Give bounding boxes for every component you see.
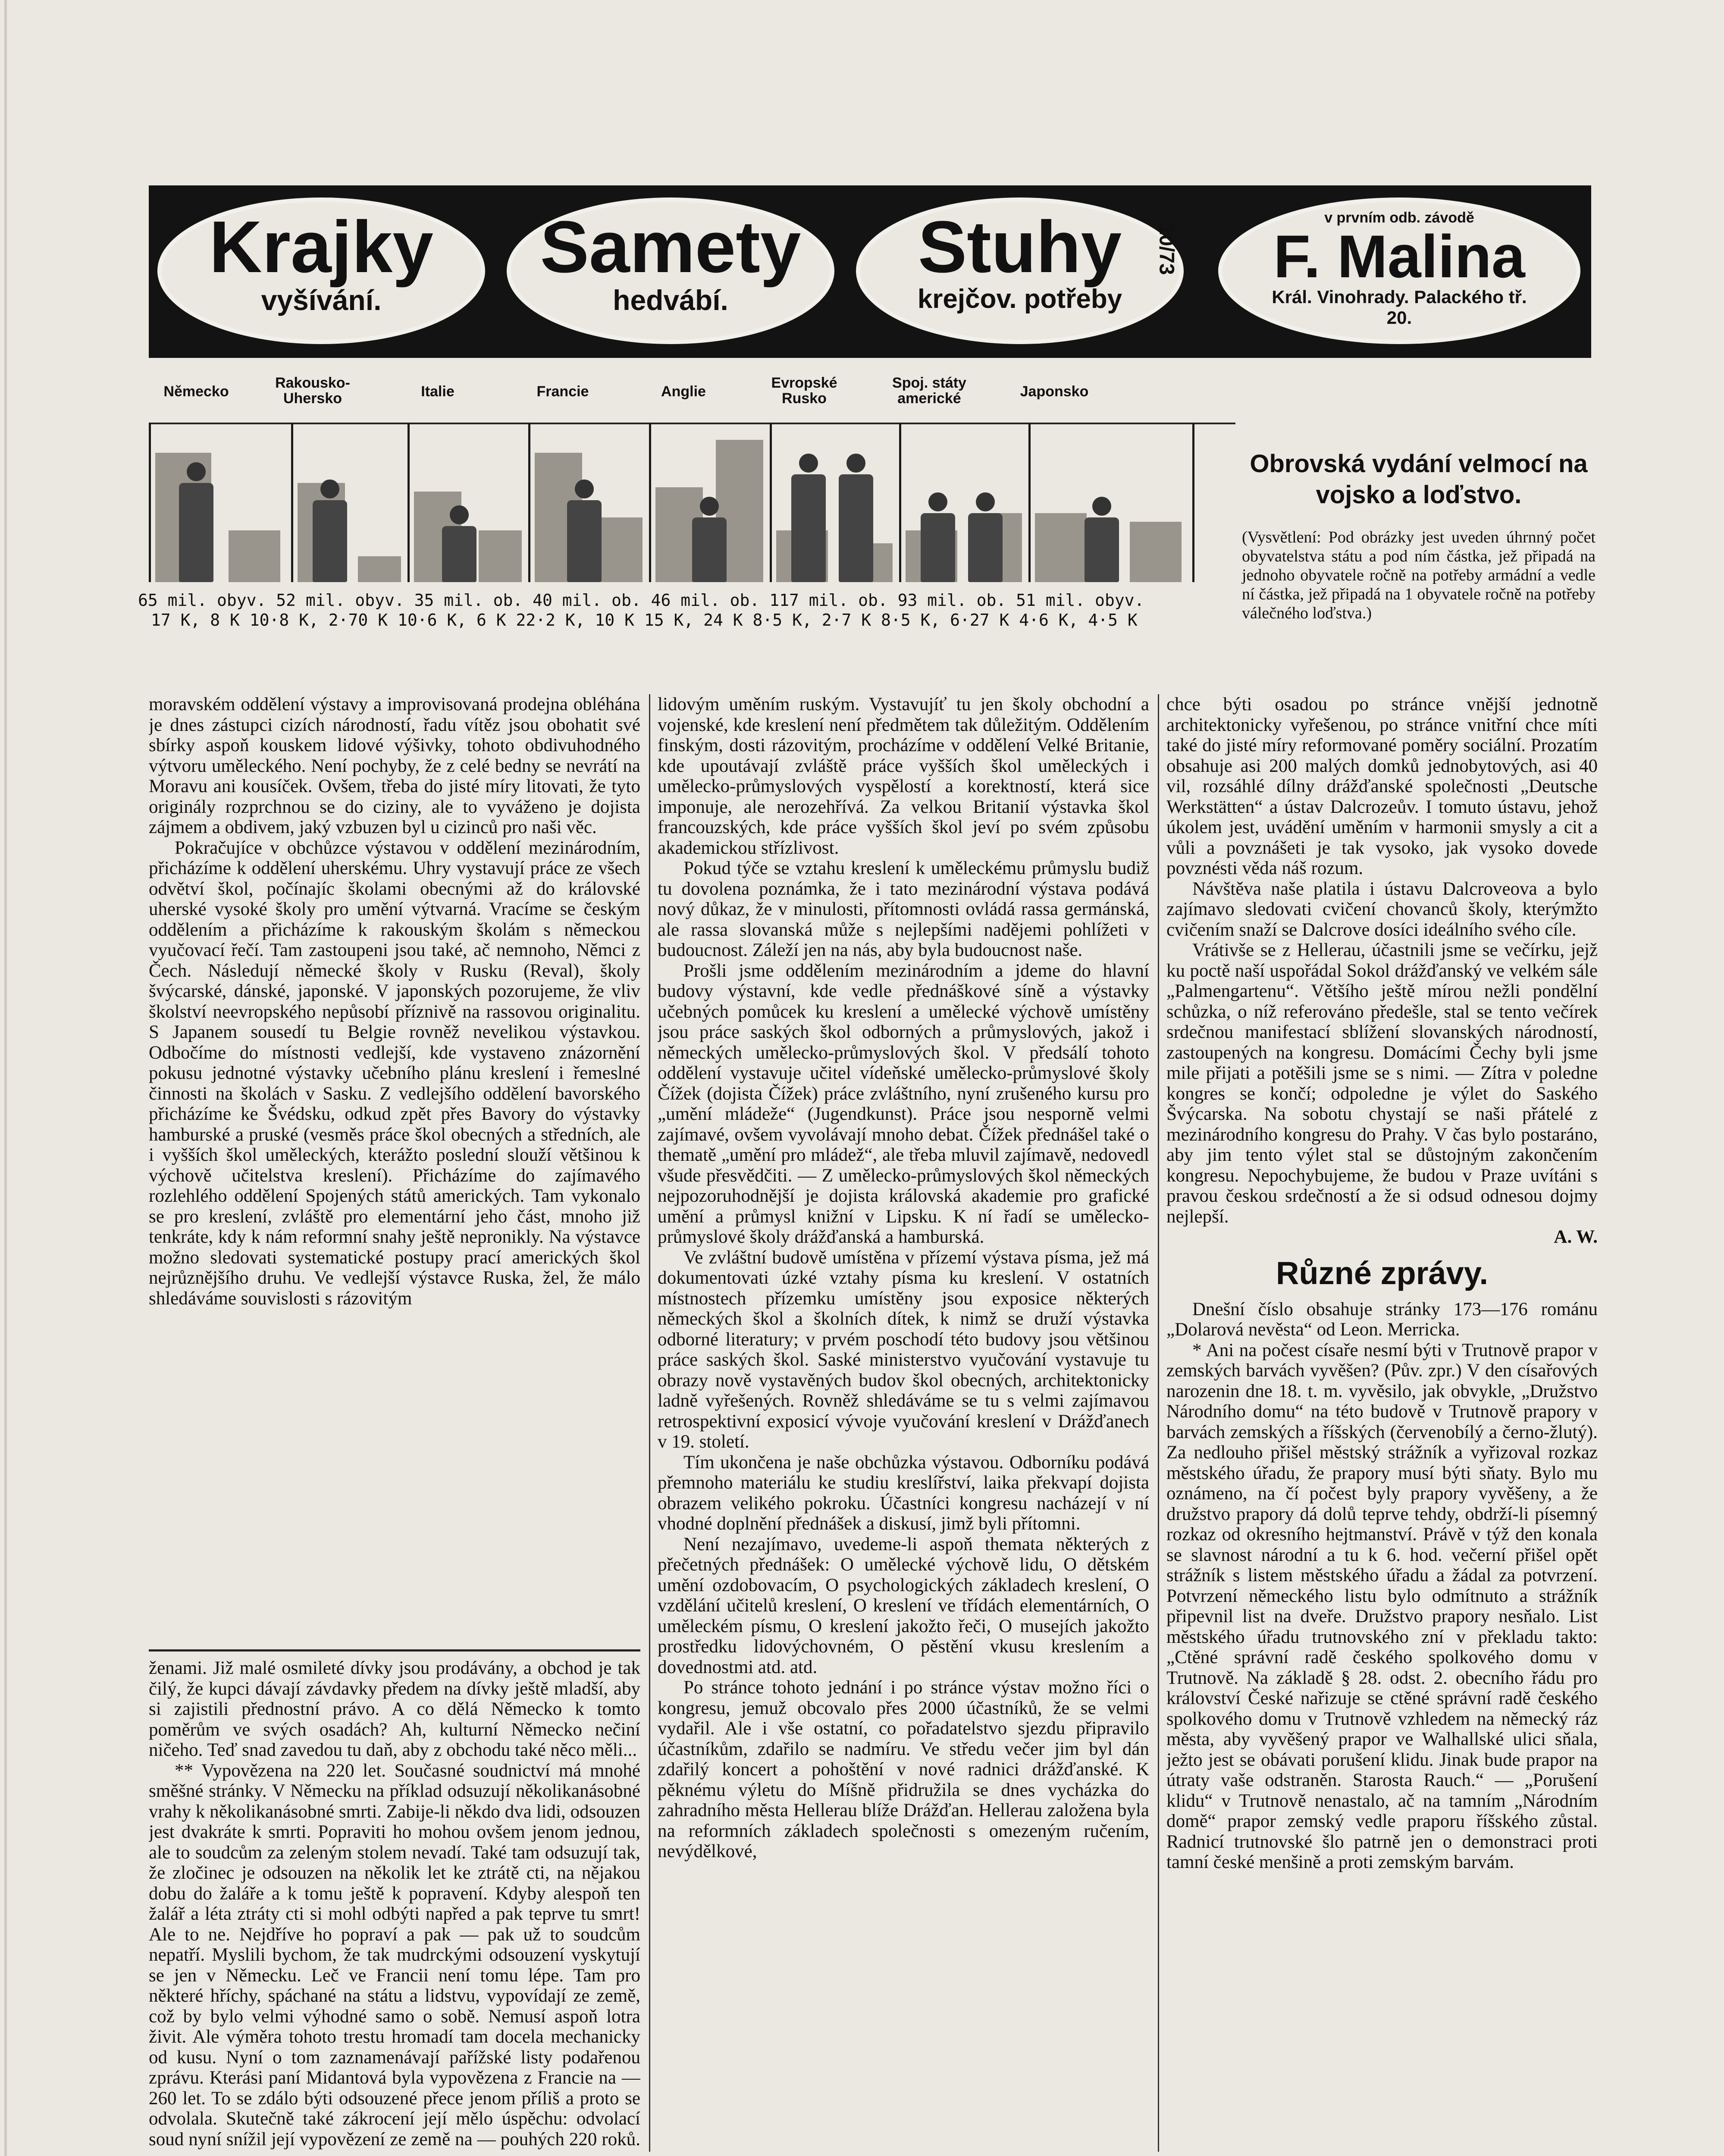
column-1-bottom	[149, 1658, 640, 2150]
column-header-france: Francie	[536, 383, 589, 400]
soldier-figure-icon	[966, 492, 1005, 582]
ad-code-number: 10/73	[1155, 223, 1178, 275]
ad-malina-top: v prvním odb. závodě	[1324, 210, 1474, 226]
spending-stats: 17 K, 8 K 10·8 K, 2·70 K 10·6 K, 6 K 22·2 K, 10 K 15 K, 24 K 8·5 K, 2·7 K 8·5 K, 6·27 K 4·6 K, 4·5 K	[151, 611, 1138, 630]
navy-bar	[229, 530, 280, 582]
navy-bar	[599, 517, 643, 582]
column-3	[1166, 694, 1598, 2147]
column-header-germany: Německo	[163, 383, 229, 400]
soldier-figure-icon	[918, 492, 957, 582]
news-item: * Ani na počest císaře nesmí býti v Trutnově prapor v zemských barvách vyvěšen? (Pův. zpr.) V den císařových narozenin dne 18. t. m. vyvěsilo, jak obvykle, „Družstvo Národního domu“ na této budově v Trutnově prapory v barvách zemských a říšských (červenobílý a černo-žlutý). Za nedlouho přišel městský strážník a vyřizoval rozkaz městského úřadu, že prapory musí býti sňaty. Bylo mu oznámeno, na čí počest byly prapory vyvěšeny, a že družstvo prapory dá dolů teprve tehdy, obdrží-li písemný rozkaz od okresního hejtmanství. Právě v týž den konala se slavnost národní a tu k 6. hod. večerní přišel opět strážník s listem městského úřadu a žádal za potvrzení. Potvrzení německého listu bylo odmítnuto a strážník připevnil list na dveře. Družstvo prapory nesňalo. List městského úřadu trutnovského zní v překladu takto: „Ctěné správní radě českého spolkového domu v Trutnově. Na základě § 28. odst. 2. obecního řádu pro království České nařizuje se ctěné správní radě českého spolkového domu v Trutnově vzhledem na německý ráz města, aby vyvěšený prapor ve Walhallské ulici sňala, ježto jest se obávati porušení klidu. Jinak bude prapor na útraty vaše odstraněn. Starosta Rauch.“ — „Porušení klidu“ v Trutnově nenastalo, ač na tamním „Národním domě“ prapor zemský vedle praporu říšského zůstal. Radnicí trutnovské šlo patrně jen o demonstraci proti tamní české menšině a proti zemským barvám.	[1166, 1340, 1598, 1872]
column-header-usa: Spoj. státy americké	[892, 375, 966, 407]
ad-malina-title: F. Malina	[1273, 222, 1525, 290]
article-paragraph: moravském oddělení výstavy a improvisovaná prodejna obléhána je dnes zástupci cizích národností, řadu vítěz jsou obohatit své sbírky aspoň kouskem lidové výšivky, tohoto obdivuhodného výtvoru uměleckého. Není pochyby, že z celé bedny se nevrátí na Moravu ani kousíček. Ovšem, třeba do jisté míry litovati, že tyto originály rozprchnou se do ciziny, ale to vyváženo je dojista zájmem a obdivem, jaký vzbuzen byl u cizinců pro naši věc.	[149, 694, 640, 837]
column-header-england: Anglie	[661, 383, 706, 400]
news-section-title: Různé zprávy.	[1276, 1255, 1489, 1291]
navy-bar	[1130, 522, 1182, 582]
column-header-italy: Italie	[421, 383, 455, 400]
ad-oval-ribbons	[856, 197, 1184, 344]
ad-lace-sub: vyšívání.	[261, 284, 382, 316]
article-paragraph: Návštěva naše platila i ústavu Dalcroveova a bylo zajímavo sledovati cvičení chovanců školy, kterýmžto cvičením snaží se Dalcrove dosíci ideálního svého cíle.	[1166, 878, 1598, 940]
soldier-figure-icon	[789, 454, 828, 582]
soldier-figure-icon	[177, 462, 216, 582]
article-paragraph: Po stránce tohoto jednání i po stránce výstav možno říci o kongresu, jemuž obcovalo přes 2000 účastníků, že se velmi vydařil. Ale i vše ostatní, co pořadatelstvo sjezdu připravilo účastníkům, zdařilo se nadmíru. Ve středu večer jim byl dán zdařilý koncert a pohoštění v nové radnici drážďanské. K pěknému výletu do Míšně přidružila se dnes vycházka do zahradního města Hellerau blíže Drážďan. Hellerau založena byla na reformních základech společnosti s omezeným ručením, nevýdělkové,	[658, 1677, 1149, 1861]
page-edge	[4, 0, 7, 2156]
ad-ribbons-sub: krejčov. potřeby	[917, 284, 1122, 314]
ad-velvet-sub: hedvábí.	[613, 284, 728, 316]
usa-illustration	[901, 423, 1028, 582]
soldier-figure-icon	[690, 497, 729, 582]
ad-ribbons-title: Stuhy	[918, 206, 1122, 288]
figure-divider	[1192, 423, 1194, 582]
ad-oval-malina	[1218, 197, 1580, 344]
article-paragraph: Pokračujíce v obchůzce výstavou v oddělení mezinárodním, přicházíme k oddělení uherskému. Uhry vystavují práce ze všech odvětví škol, počínajíc školami obecnými až do královské uherské vysoké školy pro umění výtvarná. Vracíme se českým oddělením a přicházíme k rakouským školám s německou vyučovací řečí. Tam zastoupeni jsou také, ač nemnoho, Němci z Čech. Následují německé školy v Rusku (Reval), školy švýcarské, dánské, japonské. V japonských pozorujeme, že vliv školství neevropského nepůsobí příznivě na rassovou originalitu. S Japanem sousedí tu Belgie rovněž nevelikou výstavkou. Odbočíme do místnosti vedlejší, kde vystaveno znázornění pokusu jednotné výstavky učebního plánu kreslení i řemeslné činnosti na školách v Sasku. Z vedlejšího oddělení bavorského přicházíme ke Švédsku, odkud zpět přes Bavory do výstavky hamburské a pruské (vesměs práce škol obecných a středních, ale i vyšších škol uměleckých, kterážto poslední slouží většinou k výchově učitelstva kreslení). Přicházíme do zajímavého rozlehlého oddělení Spojených států amerických. Tam vykonalo se pro kreslení, zvláště pro elementární jeho část, mnoho již tenkráte, kdy k nám reformní snahy ještě nepronikly. Na výstavce možno sledovati systematické postupy prací amerických škol nejrůznějšího druhu. Ve vedlejší výstavce Ruska, žel, že málo shledáváme souvislosti s rázovitým	[149, 837, 640, 1309]
population-stats: 65 mil. obyv. 52 mil. obyv. 35 mil. ob. 40 mil. ob. 46 mil. ob. 117 mil. ob. 93 mil. ob. 51 mil. obyv.	[138, 591, 1144, 610]
japan-illustration	[1031, 423, 1192, 582]
army-bar	[1035, 513, 1087, 582]
article-paragraph: Není nezajímavo, uvedeme-li aspoň themata některých z přečetných přednášek: O umělecké výchově lidu, O dětském umění ozdobovacím, O psychologických základech kreslení, O vzdělání učitelů kreslení, O kreslení ve třídách elementárních, O uměleckém písmu, O kreslení jakožto řeči, O musejích jakožto prostředku lidovýchovném, O pěstění vkusu kreslením a dovednostmi atd. atd.	[658, 1534, 1149, 1677]
article-paragraph: Prošli jsme oddělením mezinárodním a jdeme do hlavní budovy výstavní, kde vedle přednáškové síně a výstavky učebných pomůcek ku kreslení a umělecké výchově umístěny jsou práce saských škol odborných a průmyslových, jakož i německých umělecko-průmyslových škol. V předsálí tohoto oddělení vystavuje učitel vídeňské umělecko-průmyslové školy Čížek (dojista Čížek) práce zvláštního, nyní zrušeného kursu pro „umění mládeže“ (Jugendkunst). Práce jsou nesporně velmi zajímavé, ovšem vyvolávají mnoho debat. Čížek přednášel také o thematě „umění pro mládež“, ale třeba mluvil zajímavě, nedovedl všude přesvědčiti. — Z umělecko-průmyslových škol německých nejpozoruhodnější je dojista královská akademie pro grafické umění a průmysl knižní v Lipsku. K ní řadí se umělecko-průmyslové školy drážďanská a hamburská.	[658, 960, 1149, 1247]
ad-lace-title: Krajky	[209, 206, 433, 288]
austria-illustration	[293, 423, 407, 582]
column-rule	[649, 694, 650, 2152]
figure-explanation: (Vysvětlení: Pod obrázky jest uveden úhrnný počet obyvatelstva státu a pod ním částka, jež připadá na jednoho obyvatele ročně na potřeby armádní a vedle ní částka, jež připadá na 1 obyvatele ročně na potřeby válečného loďstva.)	[1242, 528, 1595, 622]
article-paragraph: chce býti osadou po stránce vnější jednotně architektonicky vyřešenou, po stránce vnitřní chce míti také do jisté míry reformované poměry sociální. Prozatím obsahuje asi 200 malých domků jednobytových, asi 40 vil, rozsáhlé dílny drážďanské společnosti „Deutsche Werkstätten“ a ústav Dalcrozeův. I tomuto ústavu, jehož úkolem jest, uvádění uměním v harmonii smysly a cit a vůli a povznášeti je tak vysoko, jak vysoko dovede povznésti věda náš rozum.	[1166, 694, 1598, 878]
soldier-figure-icon	[837, 454, 875, 582]
article-paragraph: Ve zvláštní budově umístěna v přízemí výstava písma, jež má dokumentovati úzké vztahy písma ku kreslení. V ostatních místnostech přízemku umístěny jsou exposice některých německých škol a školních dítek, k nimž se druží výstavka odborné literatury; v prvém poschodí této budovy jsou většinou práce saských škol. Saské ministerstvo vyučování vystavuje tu obrazy nově vystavěných budov škol obecných, architektonicky ladně vyřešených. Rovněž shledáváme se tu s velmi zajímavou retrospektivní exposicí vývoje vyučování kreslení v Drážďanech v 19. století.	[658, 1247, 1149, 1452]
column-header-austria-hungary: Rakousko-Uhersko	[275, 375, 350, 407]
author-signature: A. W.	[1554, 1227, 1598, 1247]
article-paragraph: ženami. Již malé osmileté dívky jsou prodávány, a obchod je tak čilý, že kupci dávají závdavky předem na dívky ještě mladší, aby si zajistili přednostní právo. A co dělá Německo k tomto poměrům ve svých osadách? Ah, kulturní Německo nečiní ničeho. Teď snad zavedou tu daň, aby z obchodu také něco měli...	[149, 1658, 640, 1760]
column-rule	[1158, 694, 1159, 2152]
column-header-japan: Japonsko	[1020, 383, 1089, 400]
ad-malina-address: Král. Vinohrady. Palackého tř. 20.	[1272, 287, 1527, 328]
england-illustration	[651, 423, 770, 582]
article-paragraph: Tím ukončena je naše obchůzka výstavou. Odborníku podává přemnoho materiálu ke studiu kreslířství, laika překvapí dojista obrazem velikého pokroku. Účastníci kongresu nacházejí v ní vhodné doplnění přednášek a diskusí, jimž byli přítomni.	[658, 1452, 1149, 1534]
figure-caption	[1242, 448, 1595, 623]
military-spending-figure	[138, 371, 1235, 681]
ad-oval-velvet	[507, 197, 834, 344]
article-paragraph: Vrátivše se z Hellerau, účastnili jsme se večírku, jejž ku poctě naší uspořádal Sokol drážďanský ve velkém sále „Palmengartenu“. Většího ještě mírou nežli pondělní schůzka, o níž referováno předešle, stal se tento večírek srdečnou manifestací sblížení slovanských národností, zastoupených na kongresu. Domácími Čechy byli jsme mile přijati a potěšili jsme se s nimi. — Zítra v poledne kongres se končí; odpoledne je výlet do Saského Švýcarska. Na sobotu chystají se naši přátelé z mezinárodního kongresu do Prahy. V čas bylo postaráno, aby jim tento výlet stal se důstojným zakončením kongresu. Nepochybujeme, že budou v Praze uvítáni s pravou českou srdečností a že si odsud odnesou dojmy nejlepší.	[1166, 940, 1598, 1227]
figure-title: Obrovská vydání velmocí na vojsko a loďstvo.	[1250, 450, 1588, 509]
navy-bar	[479, 530, 522, 582]
france-illustration	[530, 423, 649, 582]
soldier-figure-icon	[440, 505, 479, 582]
soldier-figure-icon	[1082, 497, 1121, 582]
article-paragraph: Pokud týče se vztahu kreslení k uměleckému průmyslu budiž tu dovolena poznámka, že i tato mezinárodní výstava podává nový důkaz, že v minulosti, přítomnosti ovládá rassa germánská, ale rassa slovanská může s nejlepšími nadějemi pohlížeti v budoucnost. Záleží jen na nás, aby byla budoucnost naše.	[658, 858, 1149, 960]
news-item: Dnešní číslo obsahuje stránky 173—176 románu „Dolarová nevěsta“ od Leon. Merricka.	[1166, 1299, 1598, 1340]
soldier-figure-icon	[310, 479, 349, 582]
ad-oval-lace	[157, 197, 485, 344]
germany-illustration	[151, 423, 291, 582]
column-2	[658, 694, 1149, 2147]
news-item: ** Vypovězena na 220 let. Současné soudnictví má mnohé směšné stránky. V Německu na příklad odsuzují několikanásobné vrahy k několikanásobné smrti. Zabije-li někdo dva lidi, odsouzen jest dvakráte k smrti. Popraviti ho mohou ovšem jenom jednou, ale to soudcům za zeleným stolem nevadí. Také tam odsuzují tak, že zločinec je odsouzen na několik let ke ztrátě cti, na nějakou dobu do žaláře a k tomu ještě k popravení. Kdyby alespoň ten žalář a léta ztráty cti si mohl odbýti napřed a pak teprve tu smrt! Ale to ne. Nejdříve ho popraví a pak — pak už to soudcům nepatří. Myslili bychom, že tak mudrckými odsouzení vyskytují se jen v Německu. Leč ve Francii není tomu lépe. Tam pro některé hříchy, spáchané na státu a lidstvu, vypovídají ze země, což by bylo velmi výhodné samo o sobě. Nemusí aspoň lotra živit. Ale výměra tohoto trestu hromadí tam docela mechanicky od kusu. Nyní o tom zaznamenávají pařížské listy podařenou zprávu. Kterási paní Midantová byla vypovězena z Francie na — 260 let. To se zdálo býti odsouzené přece jenom příliš a proto se odvolala. Skutečně také zákrocení její mělo úspěchu: odvolací soud nyní snížil její vypovězení ze země na — pouhých 220 roků.	[149, 1760, 640, 2150]
section-divider	[149, 1649, 640, 1651]
soldier-figure-icon	[565, 479, 604, 582]
italy-illustration	[410, 423, 528, 582]
russia-illustration	[772, 423, 899, 582]
column-header-russia: Evropské Rusko	[771, 375, 837, 407]
navy-bar	[358, 556, 401, 582]
top-advertisement	[149, 185, 1591, 358]
article-paragraph: lidovým uměním ruským. Vystavujíť tu jen školy obchodní a vojenské, kde kreslení není předmětem tak důležitým. Oddělením finským, dosti rázovitým, procházíme v oddělení Velké Britanie, kde upoutávají zvláště práce vyšších škol uměleckých i umělecko-průmyslových vyspělostí a korektností, která sice imponuje, ale nerozehřívá. Za velkou Britanií výstavka škol francouzských, kde práce vyšších škol jeví po svém způsobu akademickou střízlivost.	[658, 694, 1149, 858]
ad-velvet-title: Samety	[540, 206, 801, 288]
column-1-top	[149, 694, 640, 1647]
